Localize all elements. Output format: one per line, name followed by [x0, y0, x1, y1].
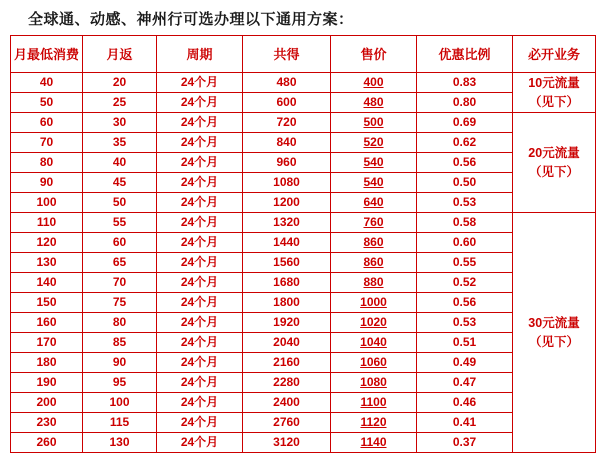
cell-min-spend: 140: [11, 273, 83, 293]
plan-table: [10, 35, 596, 453]
cell-required-service: [513, 113, 596, 213]
cell-price: 880: [331, 273, 417, 293]
cell-rate: 0.83: [417, 73, 513, 93]
cell-total: 2760: [243, 413, 331, 433]
cell-rate: 0.60: [417, 233, 513, 253]
cell-total: 840: [243, 133, 331, 153]
cell-total: 3120: [243, 433, 331, 453]
cell-required-service: [513, 213, 596, 453]
cell-rate: 0.52: [417, 273, 513, 293]
cell-period: 24个月: [157, 273, 243, 293]
required-service-line1: 20元流量: [528, 145, 580, 160]
required-service-line1: 30元流量: [528, 315, 580, 330]
required-service-line2: （见下）: [528, 94, 579, 109]
cell-monthly-return: 80: [83, 313, 157, 333]
cell-monthly-return: 65: [83, 253, 157, 273]
table-row: [11, 93, 596, 113]
cell-total: 2040: [243, 333, 331, 353]
table-row: [11, 273, 596, 293]
cell-rate: 0.37: [417, 433, 513, 453]
cell-rate: 0.69: [417, 113, 513, 133]
cell-total: 720: [243, 113, 331, 133]
cell-period: 24个月: [157, 253, 243, 273]
cell-price: 540: [331, 173, 417, 193]
cell-monthly-return: 90: [83, 353, 157, 373]
cell-min-spend: 80: [11, 153, 83, 173]
cell-monthly-return: 100: [83, 393, 157, 413]
cell-rate: 0.62: [417, 133, 513, 153]
table-row: [11, 153, 596, 173]
cell-period: 24个月: [157, 133, 243, 153]
cell-price: 1120: [331, 413, 417, 433]
table-header: [11, 36, 596, 73]
cell-monthly-return: 75: [83, 293, 157, 313]
cell-price: 1080: [331, 373, 417, 393]
cell-price: 1140: [331, 433, 417, 453]
table-row: [11, 313, 596, 333]
cell-monthly-return: 30: [83, 113, 157, 133]
table-row: [11, 353, 596, 373]
column-header-total: 共得: [243, 36, 331, 73]
cell-min-spend: 110: [11, 213, 83, 233]
cell-min-spend: 260: [11, 433, 83, 453]
cell-monthly-return: 55: [83, 213, 157, 233]
cell-min-spend: 120: [11, 233, 83, 253]
cell-min-spend: 40: [11, 73, 83, 93]
cell-price: 860: [331, 253, 417, 273]
cell-monthly-return: 25: [83, 93, 157, 113]
cell-period: 24个月: [157, 113, 243, 133]
table-body: [11, 73, 596, 453]
table-row: [11, 293, 596, 313]
cell-min-spend: 70: [11, 133, 83, 153]
cell-price: 1040: [331, 333, 417, 353]
table-row: [11, 373, 596, 393]
cell-monthly-return: 70: [83, 273, 157, 293]
cell-total: 1680: [243, 273, 331, 293]
cell-price: 1060: [331, 353, 417, 373]
required-service-line2: （见下）: [528, 334, 579, 349]
cell-rate: 0.46: [417, 393, 513, 413]
table-row: [11, 113, 596, 133]
table-row: [11, 253, 596, 273]
cell-period: 24个月: [157, 173, 243, 193]
cell-min-spend: 180: [11, 353, 83, 373]
column-header-discount-rate: 优惠比例: [417, 36, 513, 73]
cell-min-spend: 50: [11, 93, 83, 113]
required-service-line1: 10元流量: [528, 75, 580, 90]
cell-min-spend: 200: [11, 393, 83, 413]
cell-rate: 0.58: [417, 213, 513, 233]
cell-required-service: [513, 73, 596, 113]
cell-price: 860: [331, 233, 417, 253]
cell-min-spend: 170: [11, 333, 83, 353]
cell-price: 760: [331, 213, 417, 233]
cell-price: 540: [331, 153, 417, 173]
cell-total: 2400: [243, 393, 331, 413]
required-service-line2: （见下）: [528, 164, 579, 179]
cell-min-spend: 60: [11, 113, 83, 133]
cell-period: 24个月: [157, 313, 243, 333]
column-header-period: 周期: [157, 36, 243, 73]
cell-total: 600: [243, 93, 331, 113]
cell-price: 640: [331, 193, 417, 213]
cell-monthly-return: 60: [83, 233, 157, 253]
cell-rate: 0.56: [417, 153, 513, 173]
cell-period: 24个月: [157, 433, 243, 453]
cell-monthly-return: 95: [83, 373, 157, 393]
cell-monthly-return: 50: [83, 193, 157, 213]
cell-min-spend: 230: [11, 413, 83, 433]
cell-rate: 0.53: [417, 193, 513, 213]
cell-monthly-return: 45: [83, 173, 157, 193]
table-row: [11, 173, 596, 193]
table-row: [11, 133, 596, 153]
cell-rate: 0.80: [417, 93, 513, 113]
cell-total: 1560: [243, 253, 331, 273]
table-header-row: [11, 36, 596, 73]
column-header-price: 售价: [331, 36, 417, 73]
cell-total: 1440: [243, 233, 331, 253]
table-row: [11, 193, 596, 213]
cell-rate: 0.56: [417, 293, 513, 313]
cell-period: 24个月: [157, 233, 243, 253]
cell-min-spend: 160: [11, 313, 83, 333]
cell-period: 24个月: [157, 213, 243, 233]
cell-rate: 0.49: [417, 353, 513, 373]
cell-period: 24个月: [157, 93, 243, 113]
cell-period: 24个月: [157, 373, 243, 393]
cell-period: 24个月: [157, 353, 243, 373]
cell-monthly-return: 20: [83, 73, 157, 93]
cell-total: 1080: [243, 173, 331, 193]
cell-price: 1020: [331, 313, 417, 333]
cell-period: 24个月: [157, 413, 243, 433]
cell-period: 24个月: [157, 193, 243, 213]
cell-rate: 0.41: [417, 413, 513, 433]
cell-monthly-return: 40: [83, 153, 157, 173]
table-row: [11, 333, 596, 353]
cell-total: 1920: [243, 313, 331, 333]
column-header-min-spend: 月最低消费: [11, 36, 83, 73]
cell-period: 24个月: [157, 293, 243, 313]
cell-rate: 0.51: [417, 333, 513, 353]
cell-monthly-return: 35: [83, 133, 157, 153]
table-row: [11, 213, 596, 233]
cell-min-spend: 130: [11, 253, 83, 273]
cell-price: 480: [331, 93, 417, 113]
cell-monthly-return: 115: [83, 413, 157, 433]
cell-rate: 0.47: [417, 373, 513, 393]
cell-total: 2280: [243, 373, 331, 393]
cell-min-spend: 150: [11, 293, 83, 313]
cell-period: 24个月: [157, 333, 243, 353]
table-row: [11, 73, 596, 93]
cell-period: 24个月: [157, 393, 243, 413]
cell-rate: 0.55: [417, 253, 513, 273]
cell-period: 24个月: [157, 153, 243, 173]
cell-rate: 0.50: [417, 173, 513, 193]
cell-price: 500: [331, 113, 417, 133]
cell-total: 1320: [243, 213, 331, 233]
cell-total: 1200: [243, 193, 331, 213]
cell-total: 480: [243, 73, 331, 93]
table-row: [11, 233, 596, 253]
cell-price: 520: [331, 133, 417, 153]
cell-total: 2160: [243, 353, 331, 373]
cell-monthly-return: 85: [83, 333, 157, 353]
cell-min-spend: 190: [11, 373, 83, 393]
cell-rate: 0.53: [417, 313, 513, 333]
cell-total: 1800: [243, 293, 331, 313]
column-header-required-service: 必开业务: [513, 36, 596, 73]
cell-period: 24个月: [157, 73, 243, 93]
column-header-monthly-return: 月返: [83, 36, 157, 73]
cell-price: 1000: [331, 293, 417, 313]
cell-monthly-return: 130: [83, 433, 157, 453]
cell-price: 400: [331, 73, 417, 93]
page-title: 全球通、动感、神州行可选办理以下通用方案：: [28, 11, 354, 28]
table-row: [11, 393, 596, 413]
cell-min-spend: 90: [11, 173, 83, 193]
cell-min-spend: 100: [11, 193, 83, 213]
table-row: [11, 433, 596, 453]
cell-total: 960: [243, 153, 331, 173]
cell-price: 1100: [331, 393, 417, 413]
table-row: [11, 413, 596, 433]
